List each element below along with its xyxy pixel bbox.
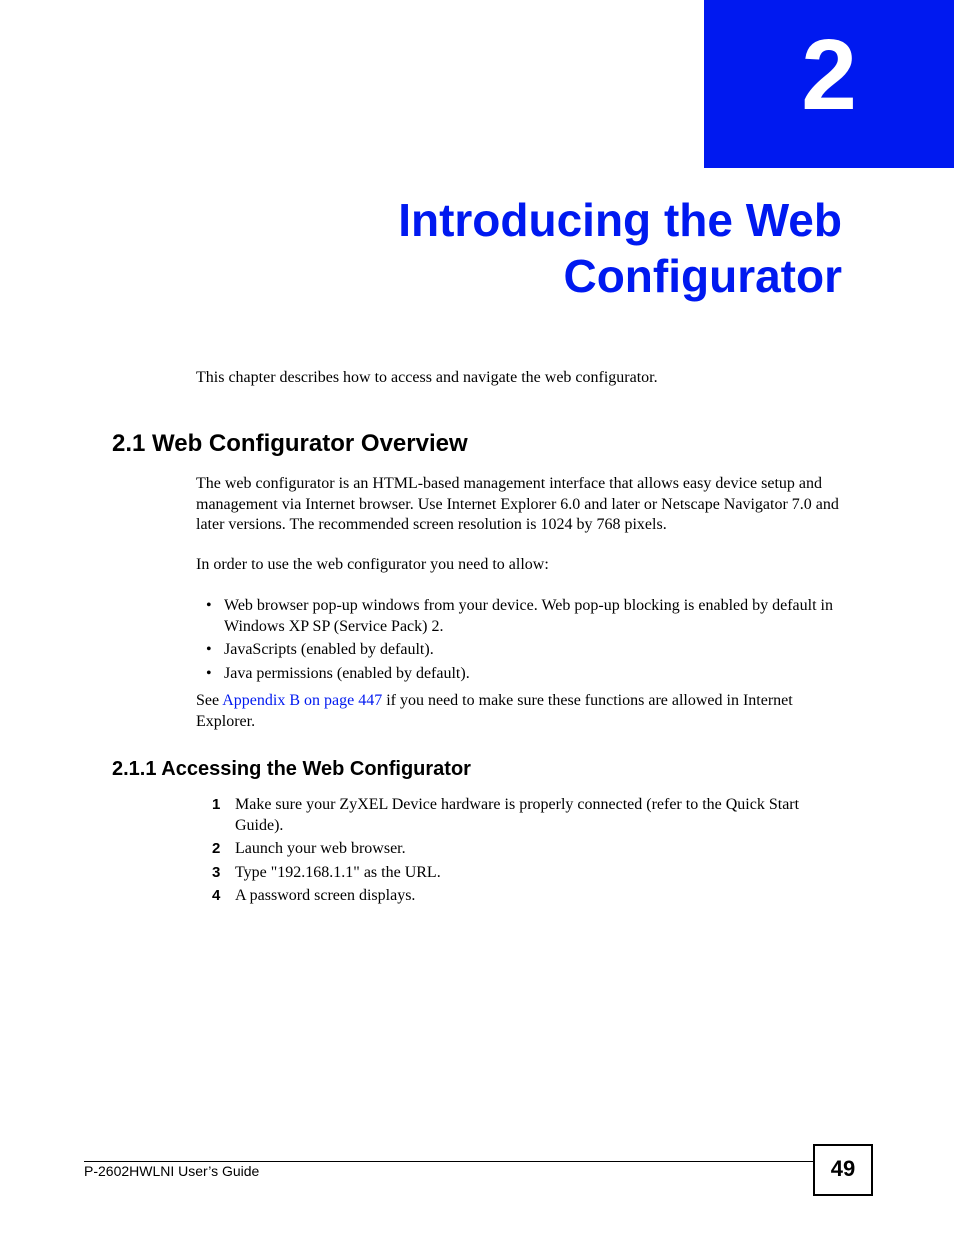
list-item <box>206 664 846 685</box>
section-heading-accessing: 2.1.1 Accessing the Web Configurator <box>112 758 471 780</box>
list-item <box>206 640 846 661</box>
see-appendix-paragraph <box>196 691 846 732</box>
section-heading-overview: 2.1 Web Configurator Overview <box>112 430 468 457</box>
step-number: 4 <box>212 887 221 904</box>
bullet-icon: • <box>206 597 212 614</box>
appendix-b-link[interactable]: Appendix B on page 447 <box>222 692 383 709</box>
chapter-number-box <box>704 0 954 168</box>
step-item <box>212 795 846 836</box>
bullet-icon: • <box>206 641 212 658</box>
chapter-title-line1: Introducing the Web <box>398 194 842 246</box>
overview-paragraph: The web configurator is an HTML-based management interface that allows easy device setup and management via Internet browser. Use Internet Explorer 6.0 and later or Netscape Navigator 7.0 and later versions. The recommended screen resolution is 1024 by 768 pixels. <box>196 475 839 533</box>
chapter-title <box>142 192 842 304</box>
see-prefix: See <box>196 692 223 709</box>
chapter-title-line2: Configurator <box>563 250 842 302</box>
step-number: 1 <box>212 796 221 813</box>
list-item-text: Java permissions (enabled by default). <box>224 664 470 682</box>
page-number-box <box>813 1144 873 1196</box>
step-text: Type "192.168.1.1" as the URL. <box>235 863 441 881</box>
requirements-intro: In order to use the web configurator you need to allow: <box>196 556 549 573</box>
chapter-number: 2 <box>801 19 857 131</box>
chapter-intro: This chapter describes how to access and navigate the web configurator. <box>196 369 658 386</box>
step-item <box>212 863 846 884</box>
step-item <box>212 886 846 907</box>
steps-list <box>212 795 846 910</box>
page-number: 49 <box>830 1156 856 1181</box>
list-item-text: JavaScripts (enabled by default). <box>224 641 434 658</box>
list-item-text: Web browser pop-up windows from your device. Web pop-up blocking is enabled by default in Windows XP SP (Service Pack) 2. <box>224 597 833 635</box>
footer-guide-name: P-2602HWLNI User’s Guide <box>84 1163 260 1179</box>
step-number: 3 <box>212 863 221 881</box>
list-item <box>206 596 846 637</box>
step-number: 2 <box>212 840 221 857</box>
step-text: Launch your web browser. <box>235 840 406 857</box>
see-suffix: if you need to make sure these functions are allowed in Internet Explorer. <box>196 692 793 730</box>
step-item <box>212 839 846 860</box>
step-text: Make sure your ZyXEL Device hardware is properly connected (refer to the Quick Start Guide). <box>235 796 800 834</box>
requirements-list <box>206 596 846 687</box>
step-text: A password screen displays. <box>235 887 416 904</box>
bullet-icon: • <box>206 664 212 682</box>
